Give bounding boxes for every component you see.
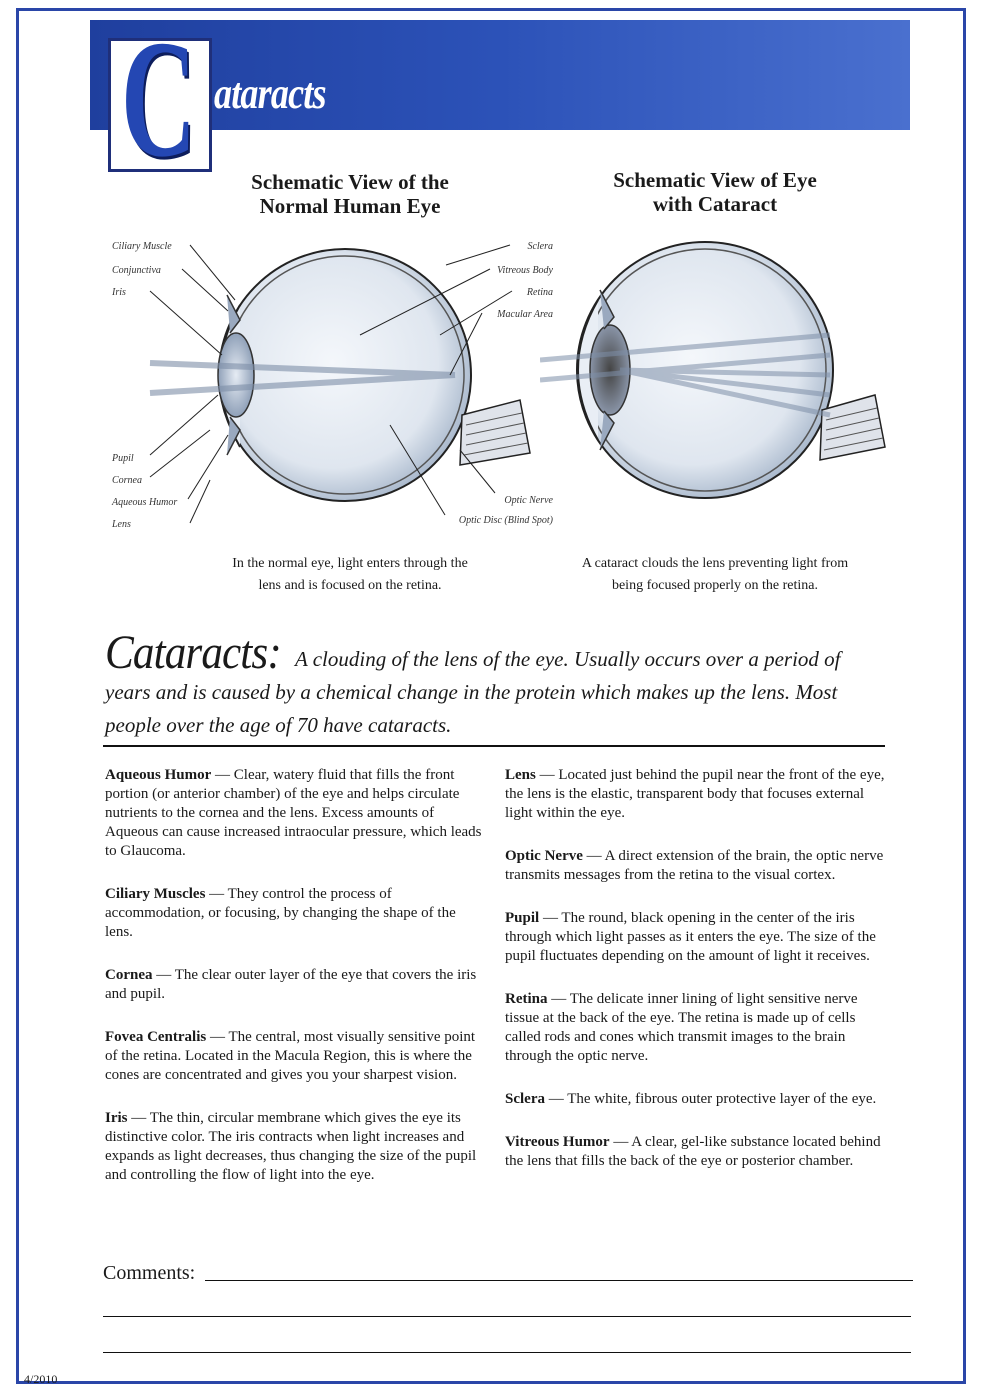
glossary-text: The delicate inner lining of light sensitive nerve tissue at the back of the eye. The retina is made up of cells called rods and cones which transmit images to the brain through the optic nerve. bbox=[505, 991, 858, 1064]
glossary-entry: Sclera — The white, fibrous outer protective layer of the eye. bbox=[505, 1091, 877, 1107]
comments-line-2[interactable] bbox=[103, 1316, 911, 1317]
glossary-entry: Retina — The delicate inner lining of light sensitive nerve tissue at the back of the eye. The retina is made up of cells called rods and cones which transmit images to the brain through the optic nerve. bbox=[505, 991, 858, 1064]
normal-eye-left-labels bbox=[111, 241, 177, 530]
glossary-left-column bbox=[105, 766, 485, 1209]
cataract-eye-caption-line2: being focused properly on the retina. bbox=[611, 578, 819, 593]
glossary-text: The round, black opening in the center of the iris through which light passes as it enters the eye. The size of the pupil fluctuates depending on the amount of light it receives. bbox=[505, 910, 876, 964]
optic-nerve-shape bbox=[460, 400, 530, 465]
label-pupil: Pupil bbox=[112, 453, 134, 464]
normal-eye-diagram bbox=[110, 225, 560, 545]
glossary-entry: Iris — The thin, circular membrane which gives the eye its distinctive color. The iris contracts when light increases and expands as light decreases, thus changing the size of the pupil and controlling the flow of light into the eye. bbox=[105, 1110, 477, 1183]
glossary-term: Sclera bbox=[505, 1091, 545, 1107]
glossary-text: A clear, gel-like substance located behind the lens that fills the back of the eye or posterior chamber. bbox=[505, 1134, 881, 1169]
glossary-text: The central, most visually sensitive point of the retina. Located in the Macula Region, this is where the cones are concentrated and gives you your sharpest vision. bbox=[105, 1029, 476, 1083]
title-banner bbox=[90, 20, 910, 130]
label-cornea: Cornea bbox=[112, 475, 142, 486]
normal-eye-caption-line2: lens and is focused on the retina. bbox=[258, 578, 442, 593]
glossary-term: Vitreous Humor bbox=[505, 1134, 610, 1150]
glossary-entry: Optic Nerve — A direct extension of the brain, the optic nerve transmits messages from the retina to the visual cortex. bbox=[505, 848, 884, 883]
definition-text bbox=[105, 643, 895, 742]
label-optic-nerve: Optic Nerve bbox=[504, 495, 553, 506]
label-iris: Iris bbox=[112, 287, 126, 298]
normal-eye-caption bbox=[200, 553, 500, 597]
glossary-entry: Lens — Located just behind the pupil near the front of the eye, the lens is the elastic, transparent body that focuses external light within the eye. bbox=[505, 767, 885, 821]
label-ciliary-muscle: Ciliary Muscle bbox=[112, 241, 172, 252]
comments-line-1[interactable] bbox=[205, 1280, 913, 1281]
glossary-text: Clear, watery fluid that fills the front portion (or anterior chamber) of the eye and helps circulate nutrients to the cornea and the lens. Excess amounts of Aqueous can cause increased intraocular pressure, which leads to Glaucoma. bbox=[105, 767, 482, 859]
cataract-eye-title-line2: with Cataract bbox=[652, 192, 778, 216]
glossary-text: The white, fibrous outer protective layer of the eye. bbox=[567, 1091, 877, 1107]
label-retina: Retina bbox=[526, 287, 553, 298]
normal-eye-title-line1: Schematic View of the bbox=[251, 170, 449, 194]
glossary-entry: Aqueous Humor — Clear, watery fluid that fills the front portion (or anterior chamber) of the eye and helps circulate nutrients to the cornea and the lens. Excess amounts of Aqueous can cause increased intraocular pressure, which leads to Glaucoma. bbox=[105, 767, 482, 859]
glossary-entry: Cornea — The clear outer layer of the eye that covers the iris and pupil. bbox=[105, 967, 477, 1002]
glossary-term: Ciliary Muscles bbox=[105, 886, 206, 902]
cataract-eye-title bbox=[580, 168, 850, 216]
cataract-eye-title-line1: Schematic View of Eye bbox=[613, 168, 817, 192]
definition-term: Cataracts: bbox=[105, 626, 281, 679]
lens-shape bbox=[218, 333, 254, 417]
glossary-term: Cornea bbox=[105, 967, 153, 983]
glossary-text: They control the process of accommodation, or focusing, by changing the shape of the lens. bbox=[105, 886, 456, 940]
glossary-term: Fovea Centralis bbox=[105, 1029, 207, 1045]
label-optic-disc: Optic Disc (Blind Spot) bbox=[458, 515, 553, 526]
definition-line3: people over the age of 70 have cataracts. bbox=[105, 713, 452, 737]
optic-nerve-shape bbox=[820, 395, 885, 460]
drop-cap-letter: C bbox=[121, 38, 197, 172]
cataract-eye-caption-line1: A cataract clouds the lens preventing light from bbox=[581, 556, 849, 571]
glossary-entry: Ciliary Muscles — They control the process of accommodation, or focusing, by changing the shape of the lens. bbox=[105, 886, 456, 940]
comments-line-3[interactable] bbox=[103, 1352, 911, 1353]
label-aqueous-humor: Aqueous Humor bbox=[112, 497, 178, 508]
glossary-term: Aqueous Humor bbox=[105, 767, 212, 783]
glossary-term: Iris bbox=[105, 1110, 128, 1126]
glossary-right-column bbox=[505, 766, 885, 1195]
section-divider bbox=[103, 745, 885, 747]
label-sclera: Sclera bbox=[527, 241, 553, 252]
glossary-text: The thin, circular membrane which gives the eye its distinctive color. The iris contracts when light increases and expands as light decreases, thus changing the size of the pupil and controlling the flow of light into the eye. bbox=[105, 1110, 477, 1183]
label-macular-area: Macular Area bbox=[497, 309, 553, 320]
glossary-text: The clear outer layer of the eye that covers the iris and pupil. bbox=[105, 967, 477, 1002]
comments-label: Comments: bbox=[103, 1262, 196, 1284]
label-lens: Lens bbox=[112, 519, 131, 530]
page-title: ataracts bbox=[214, 69, 326, 118]
glossary-term: Retina bbox=[505, 991, 548, 1007]
glossary-entry: Vitreous Humor — A clear, gel-like substance located behind the lens that fills the back of the eye or posterior chamber. bbox=[505, 1134, 881, 1169]
drop-cap-box bbox=[108, 38, 212, 172]
glossary-entry: Pupil — The round, black opening in the center of the iris through which light passes as it enters the eye. The size of the pupil fluctuates depending on the amount of light it receives. bbox=[505, 910, 876, 964]
glossary-term: Pupil bbox=[505, 910, 540, 926]
glossary-text: A direct extension of the brain, the optic nerve transmits messages from the retina to the visual cortex. bbox=[505, 848, 884, 883]
glossary-text: Located just behind the pupil near the front of the eye, the lens is the elastic, transparent body that focuses external light within the eye. bbox=[505, 767, 885, 821]
normal-eye-caption-line1: In the normal eye, light enters through the bbox=[232, 556, 468, 571]
glossary-term: Lens bbox=[505, 767, 536, 783]
label-conjunctiva: Conjunctiva bbox=[112, 265, 161, 276]
glossary-entry: Fovea Centralis — The central, most visually sensitive point of the retina. Located in the Macula Region, this is where the cones are concentrated and gives you your sharpest vision. bbox=[105, 1029, 476, 1083]
normal-eye-title-line2: Normal Human Eye bbox=[259, 194, 441, 218]
definition-line1: A clouding of the lens of the eye. Usually occurs over a period of bbox=[295, 647, 841, 671]
normal-eye-title bbox=[210, 170, 490, 218]
glossary-term: Optic Nerve bbox=[505, 848, 583, 864]
cataract-eye-diagram bbox=[540, 225, 890, 525]
cataract-eye-caption bbox=[560, 553, 870, 597]
definition-line2: years and is caused by a chemical change in the protein which makes up the lens. Most bbox=[105, 680, 838, 704]
label-vitreous-body: Vitreous Body bbox=[497, 265, 553, 276]
revision-date: 4/2010 bbox=[24, 1372, 58, 1386]
